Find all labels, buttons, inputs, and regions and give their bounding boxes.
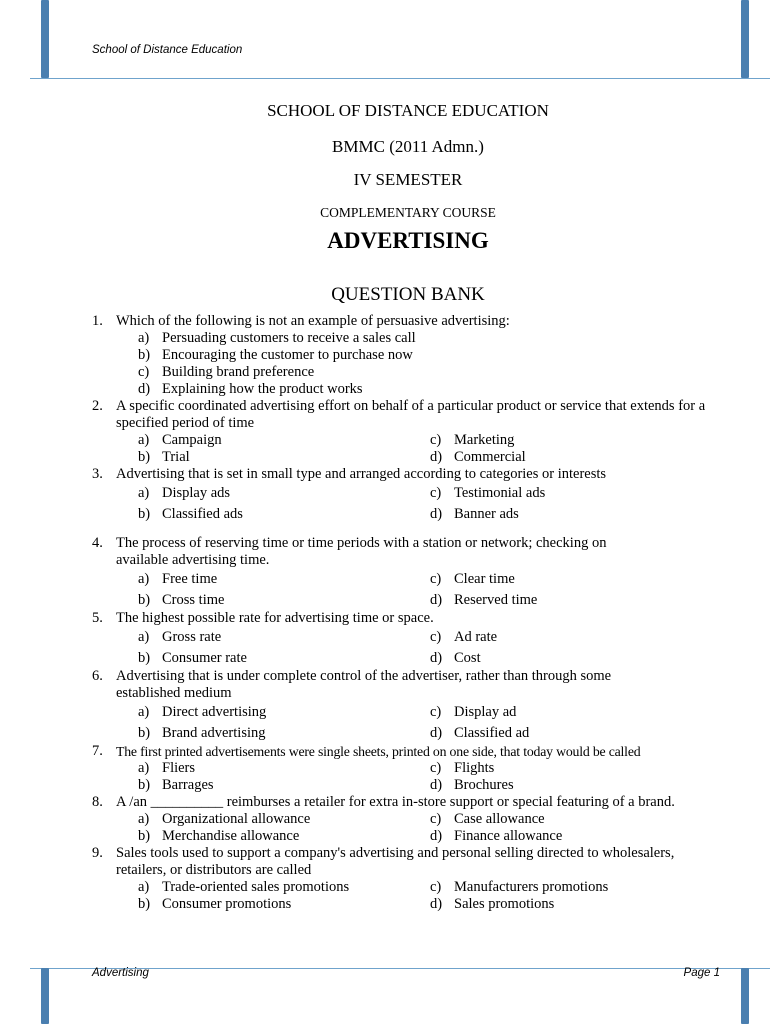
question-item [0,610,770,668]
question-number: 8. [92,794,103,810]
option-label: b) [138,505,151,522]
option-item [430,504,519,525]
option-text: Flights [454,760,495,776]
option-label: c) [430,485,442,501]
option-item [138,879,349,896]
option-label: b) [138,347,151,363]
option-item [138,483,230,504]
option-text: Sales promotions [454,896,555,912]
option-text: Organizational allowance [162,811,311,827]
option-item [430,879,608,896]
option-item [430,590,537,611]
header-rule [30,78,770,79]
option-item [430,760,494,777]
option-item [430,627,497,648]
program-title: BMMC (2011 Admn.) [332,137,484,156]
option-text: Campaign [162,432,222,448]
option-label: b) [138,896,151,912]
option-item [430,828,562,845]
option-text: Finance allowance [454,828,563,844]
option-item [138,648,247,669]
question-number: 1. [92,313,103,329]
option-item [138,347,413,364]
option-label: d) [430,828,443,844]
option-label: d) [430,505,443,522]
option-text: Trade-oriented sales promotions [162,879,350,895]
option-label: b) [138,777,151,793]
semester-title: IV SEMESTER [353,170,463,189]
question-text: Which of the following is not an example of persuasive advertising: [116,313,510,329]
question-number: 2. [92,398,103,414]
option-text: Trial [162,449,190,465]
option-label: a) [138,760,150,776]
option-text: Classified ad [454,724,530,741]
option-label: c) [430,432,442,448]
option-label: c) [430,760,442,776]
option-text: Direct advertising [162,704,267,720]
question-text: Advertising that is set in small type and arranged according to categories or interests [116,466,607,482]
option-label: b) [138,591,151,608]
option-item [430,811,545,828]
option-item [430,569,515,590]
option-label: c) [430,811,442,827]
subject-title: ADVERTISING [327,228,489,253]
option-text: Testimonial ads [454,485,546,501]
question-number: 7. [92,743,103,759]
option-text: Display ad [454,704,517,720]
option-label: b) [138,828,151,844]
question-item [0,398,770,466]
question-item [0,313,770,398]
question-item [0,794,770,845]
option-text: Persuading customers to receive a sales call [162,330,416,346]
option-label: b) [138,449,151,465]
option-text: Brochures [454,777,514,793]
option-label: b) [138,724,151,741]
question-text: The process of reserving time or time periods with a station or network; checking on available advertising time. [116,535,607,568]
option-item [430,648,481,669]
option-text: Consumer promotions [162,896,292,912]
option-label: d) [430,896,443,912]
option-item [138,590,224,611]
option-item [430,449,526,466]
option-item [138,504,243,525]
option-item [138,811,310,828]
frame-bar-bottom-right [741,968,749,1024]
course-type-title: COMPLEMENTARY COURSE [320,205,496,220]
question-text: A specific coordinated advertising effort on behalf of a particular product or service that extends for a specified period of time [116,398,706,431]
question-text: Sales tools used to support a company's advertising and personal selling directed to wholesalers, retailers, or distributors are called [116,845,675,878]
option-label: d) [430,724,443,741]
option-text: Cost [454,649,481,666]
option-item [430,432,514,449]
option-item [138,702,266,723]
option-text: Display ads [162,485,231,501]
question-item [0,535,770,610]
option-item [138,432,222,449]
option-text: Banner ads [454,505,519,522]
option-text: Building brand preference [162,364,315,380]
option-text: Merchandise allowance [162,828,300,844]
option-item [138,760,195,777]
option-text: Gross rate [162,629,222,645]
option-item [138,364,314,381]
option-label: a) [138,704,150,720]
option-text: Barrages [162,777,214,793]
option-label: a) [138,485,150,501]
institution-title: SCHOOL OF DISTANCE EDUCATION [267,101,549,120]
option-text: Reserved time [454,591,538,608]
option-text: Free time [162,571,218,587]
option-label: c) [430,879,442,895]
option-item [430,777,514,794]
option-item [138,777,214,794]
frame-bar-top-right [741,0,749,78]
option-item [430,896,554,913]
option-label: c) [430,571,442,587]
footer-subject: Advertising [92,967,149,979]
option-label: d) [138,381,151,397]
frame-bar-top-left [41,0,49,78]
option-label: d) [430,777,443,793]
question-item [0,845,770,913]
option-label: b) [138,649,151,666]
option-text: Encouraging the customer to purchase now [162,347,413,363]
question-list [0,313,770,913]
option-text: Fliers [162,760,196,776]
option-label: c) [430,704,442,720]
option-text: Classified ads [162,505,243,522]
option-label: d) [430,449,443,465]
question-text: A /an __________ reimburses a retailer for extra in-store support or special featuring of a brand. [116,794,675,810]
option-text: Consumer rate [162,649,247,666]
option-label: a) [138,811,150,827]
option-item [138,569,217,590]
page-number: Page 1 [683,967,720,979]
question-number: 6. [92,668,103,684]
option-item [138,330,416,347]
question-item [0,668,770,743]
question-number: 4. [92,535,103,551]
question-text: The highest possible rate for advertising time or space. [116,610,434,626]
question-item [0,466,770,524]
question-bank-title: QUESTION BANK [331,284,485,305]
question-text: Advertising that is under complete control of the advertiser, rather than through some established medium [116,668,612,701]
option-item [430,483,545,504]
option-text: Ad rate [454,629,498,645]
question-number: 9. [92,845,103,861]
option-label: a) [138,571,150,587]
option-text: Marketing [454,432,515,448]
question-text: The first printed advertisements were single sheets, printed on one side, that today would be called [116,744,641,759]
option-item [138,723,266,744]
running-header: School of Distance Education [92,44,243,56]
option-item [138,381,363,398]
option-text: Commercial [454,449,526,465]
option-text: Case allowance [454,811,545,827]
option-item [138,627,221,648]
option-text: Brand advertising [162,724,266,741]
option-label: a) [138,629,150,645]
option-item [430,702,516,723]
option-text: Explaining how the product works [162,381,363,397]
option-item [138,449,190,466]
option-label: a) [138,330,150,346]
option-text: Clear time [454,571,515,587]
option-label: a) [138,432,150,448]
option-text: Manufacturers promotions [454,879,609,895]
option-item [430,723,529,744]
option-text: Cross time [162,591,225,608]
option-item [138,896,291,913]
option-label: c) [138,364,150,380]
question-number: 5. [92,610,103,626]
option-label: d) [430,591,443,608]
option-label: a) [138,879,150,895]
frame-bar-bottom-left [41,968,49,1024]
question-item [0,743,770,794]
option-item [138,828,299,845]
question-number: 3. [92,466,103,482]
option-label: c) [430,629,442,645]
option-label: d) [430,649,443,666]
